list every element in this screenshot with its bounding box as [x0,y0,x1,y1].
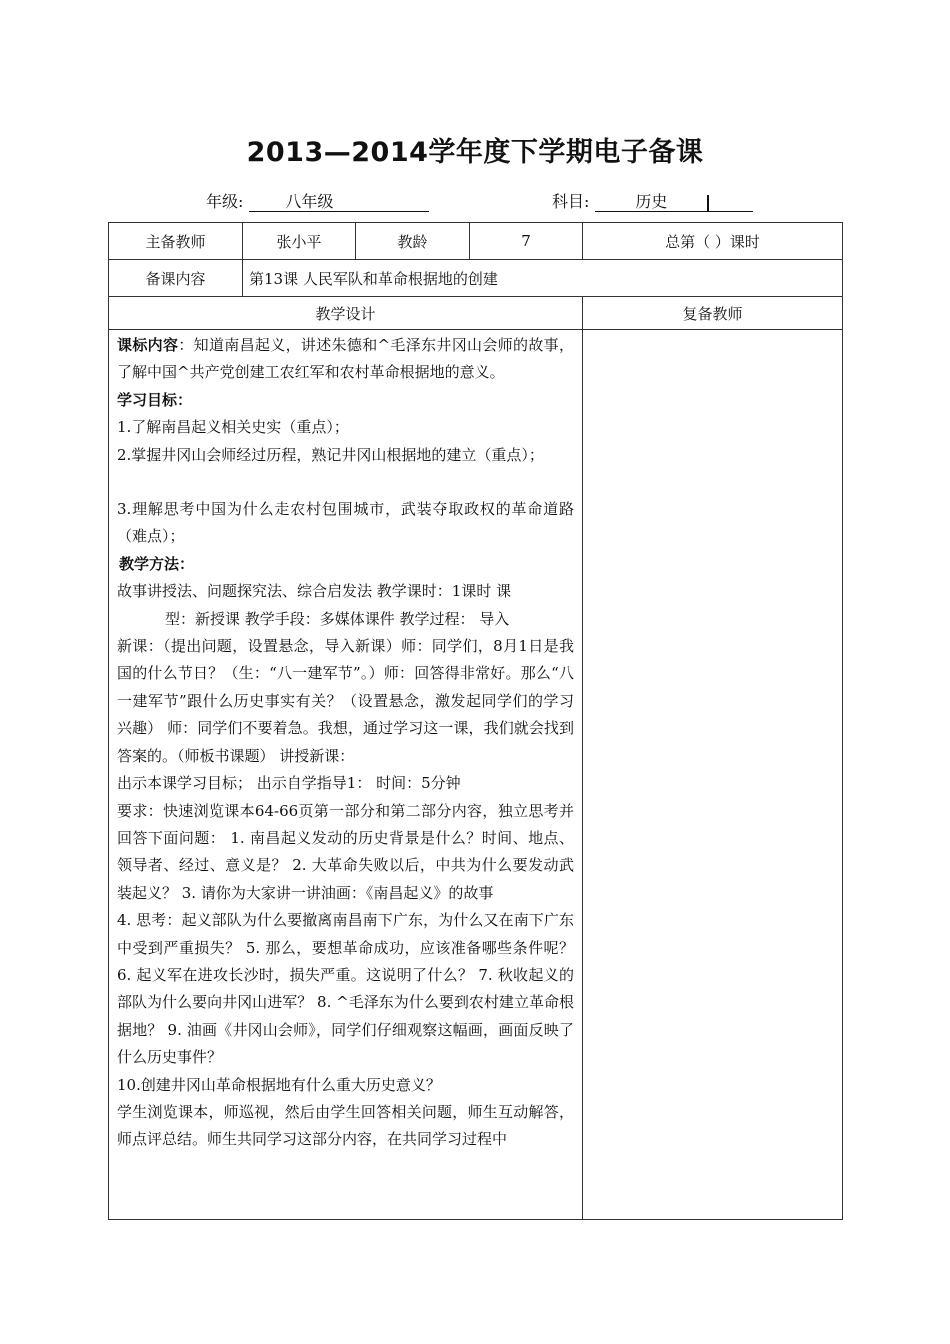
question-10: 10.创建井冈山革命根据地有什么重大历史意义？ [117,1075,441,1094]
content-value[interactable]: 第13课 人民军队和革命根据地的创建 [243,260,843,297]
teacher-info-row [109,223,843,260]
subject-value-text: 历史 [635,192,668,211]
questions-paragraph: 4. 思考：起义部队为什么要撤离南昌南下广东，为什么又在南下广东中受到严重损失？ 5. 那么，要想革命成功，应该准备哪些条件呢？ 6. 起义军在进攻长沙时，损失严重。这说明了什么？ 7. 秋收起义的部队为什么要向井冈山进军？ 8. ^毛泽东为什么要到农村建立革命根据地？ 9. 油画《井冈山会师》，同学们仔细观察这幅画，画面反映了什么历史事件？ [117,911,574,1067]
lesson-number[interactable]: 总第（ ）课时 [583,223,843,260]
method-line-1: 故事讲授法、问题探究法、综合启发法 教学课时：1课时 课 [117,582,512,601]
teaching-age-label: 教龄 [356,223,470,260]
curriculum-heading: 课标内容 [117,336,179,354]
self-study-line: 出示本课学习目标； 出示自学指导1： 时间：5分钟 [117,774,461,793]
subject-value[interactable] [595,192,753,212]
goal-1: 1.了解南昌起义相关史实（重点）； [117,418,349,437]
lead-teacher-label: 主备教师 [109,223,243,260]
subject-field [552,189,753,212]
blank-line [117,469,574,496]
lesson-plan-table [108,222,843,1220]
content-row [109,260,843,297]
grade-value[interactable]: 八年级 [249,192,429,212]
goal-3: 3.理解思考中国为什么走农村包围城市，武装夺取政权的革命道路（难点）； [117,500,574,546]
curriculum-paragraph [117,332,574,387]
body-row [109,330,843,1220]
intro-paragraph: 新课：（提出问题，设置悬念，导入新课）师：同学们，8月1日是我国的什么节日？（生：“八一建军节”。）师：回答得非常好。那么“八一建军节”跟什么历史事实有关？（设置悬念，激发起同学们的学习兴趣） 师：同学们不要着急。我想，通过学习这一课，我们就会找到答案的。（师板书课题） 讲授新课： [117,637,574,765]
teaching-age-value[interactable]: 7 [470,223,583,260]
text-cursor [707,195,709,211]
content-label: 备课内容 [109,260,243,297]
subject-label: 科目: [552,192,590,211]
requirements-paragraph: 要求：快速浏览课本64-66页第一部分和第二部分内容，独立思考并回答下面问题： 1. 南昌起义发动的历史背景是什么？时间、地点、领导者、经过、意义是？ 2. 大革命失败以后，中共为什么要发动武装起义？ 3. 请你为大家讲一讲油画：《南昌起义》的故事 [117,801,574,902]
design-header: 教学设计 [109,297,583,330]
learning-goals-heading: 学习目标： [117,390,193,409]
goal-2: 2.掌握井冈山会师经过历程，熟记井冈山根据地的建立（重点）； [117,445,544,464]
teaching-method-heading: 教学方法： [119,554,195,573]
lead-teacher-value[interactable]: 张小平 [243,223,356,260]
review-teacher-cell[interactable] [583,330,843,1220]
grade-field [206,189,429,212]
method-line-2: 型：新授课 教学手段：多媒体课件 教学过程： 导入 [165,609,510,628]
curriculum-text: ：知道南昌起义，讲述朱德和^毛泽东井冈山会师的故事，了解中国^共产党创建工农红军和农村革命根据地的意义。 [117,336,574,382]
activity-paragraph: 学生浏览课本，师巡视，然后由学生回答相关问题，师生互动解答，师点评总结。师生共同学习这部分内容，在共同学习过程中 [117,1102,574,1149]
section-header-row [109,297,843,330]
review-header: 复备教师 [583,297,843,330]
teaching-design-cell[interactable] [109,330,583,1220]
grade-label: 年级: [206,192,244,211]
document-title: 2013—2014学年度下学期电子备课 [246,137,704,168]
teaching-design-text [117,332,574,1154]
